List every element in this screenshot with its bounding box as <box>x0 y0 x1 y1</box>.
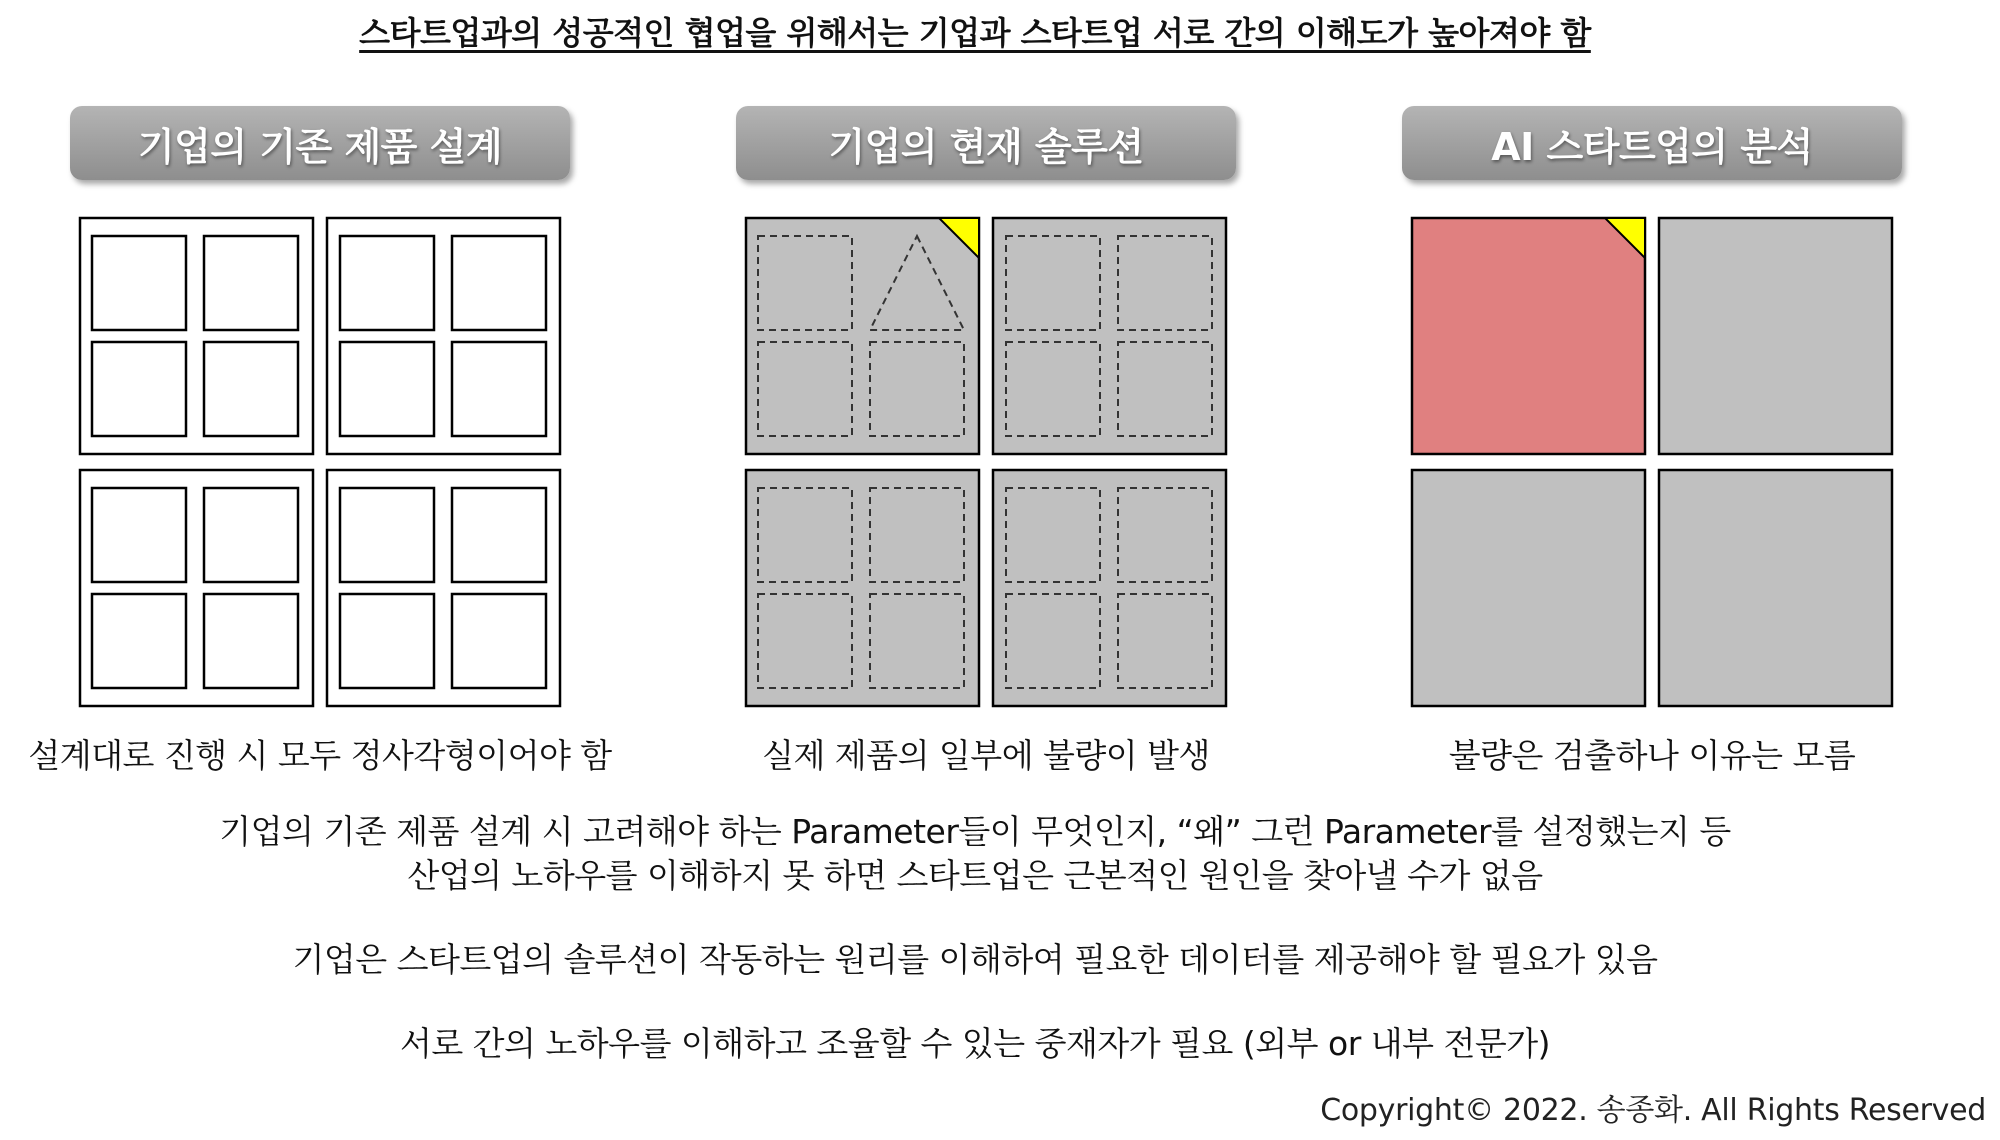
ai-analysis-diagram <box>1410 216 1896 708</box>
panel-bottom-left <box>80 470 313 706</box>
column-title-ai-analysis: AI 스타트업의 분석 <box>1402 106 1902 180</box>
panel-top-left <box>746 218 979 454</box>
paragraph-3: 서로 간의 노하우를 이해하고 조율할 수 있는 중재자가 필요 (외부 or 내부 전문가) <box>399 1024 1551 1063</box>
panel-bottom-left <box>746 470 979 706</box>
panel-bottom-right <box>1659 470 1892 706</box>
column-title-existing-design: 기업의 기존 제품 설계 <box>70 106 570 180</box>
panel-top-right <box>327 218 560 454</box>
caption-current-solution: 실제 제품의 일부에 불량이 발생 <box>762 736 1210 775</box>
panel-top-right <box>993 218 1226 454</box>
slide-headline: 스타트업과의 성공적인 협업을 위해서는 기업과 스타트업 서로 간의 이해도가 높아져야 함 <box>359 14 1591 52</box>
caption-ai-analysis: 불량은 검출하나 이유는 모름 <box>1448 736 1856 775</box>
copyright-notice: Copyright© 2022. 송종화. All Rights Reserved <box>1320 1093 1986 1128</box>
column-title-current-solution: 기업의 현재 솔루션 <box>736 106 1236 180</box>
paragraph-2: 기업은 스타트업의 솔루션이 작동하는 원리를 이해하여 필요한 데이터를 제공해야 할 필요가 있음 <box>292 940 1658 979</box>
panel-top-left <box>80 218 313 454</box>
paragraph-1-line-1: 기업의 기존 제품 설계 시 고려해야 하는 Parameter들이 무엇인지, “왜” 그런 Parameter를 설정했는지 등 <box>219 812 1731 851</box>
panel-bottom-left <box>1412 470 1645 706</box>
defective-panel-highlighted <box>1412 218 1645 454</box>
existing-design-diagram <box>78 216 564 708</box>
paragraph-1-line-2: 산업의 노하우를 이해하지 못 하면 스타트업은 근본적인 원인을 찾아낼 수가 없음 <box>407 856 1543 895</box>
panel-top-right <box>1659 218 1892 454</box>
current-solution-diagram <box>744 216 1230 708</box>
panel-bottom-right <box>993 470 1226 706</box>
panel-bottom-right <box>327 470 560 706</box>
caption-existing-design: 설계대로 진행 시 모두 정사각형이어야 함 <box>28 736 612 775</box>
